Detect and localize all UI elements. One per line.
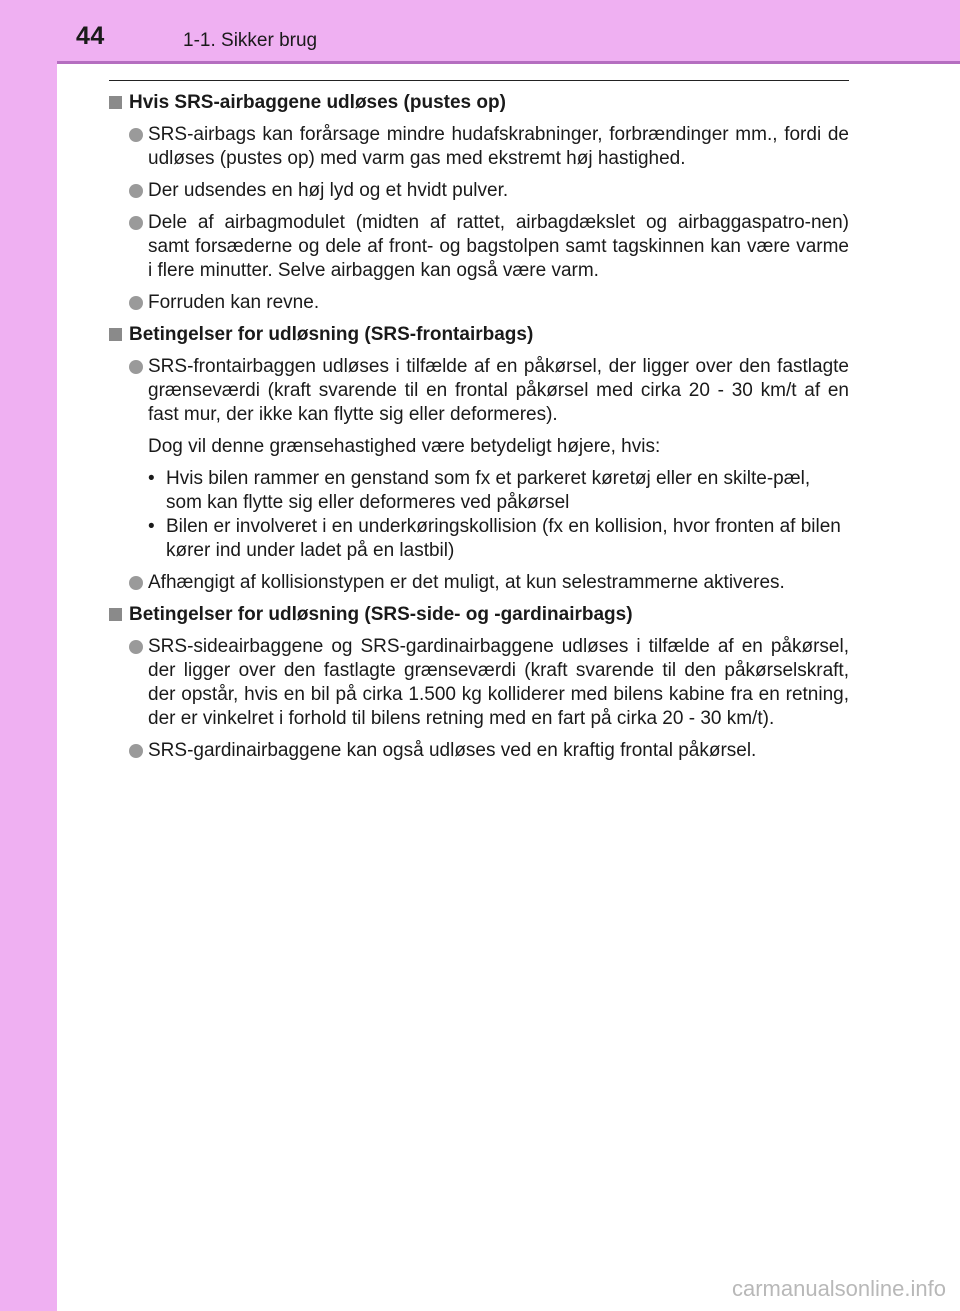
round-bullet-icon bbox=[129, 216, 143, 230]
list-item: SRS-airbags kan forårsage mindre hudafskrabninger, forbrændinger mm., fordi de udløses (pustes op) med varm gas med ekstremt høj hastighed. bbox=[109, 123, 849, 171]
round-bullet-icon bbox=[129, 184, 143, 198]
list-item: Afhængigt af kollisionstypen er det muligt, at kun selestrammerne aktiveres. bbox=[109, 571, 849, 595]
watermark-text: carmanualsonline.info bbox=[731, 1276, 946, 1301]
list-item: SRS-sideairbaggene og SRS-gardinairbaggene udløses i tilfælde af en påkørsel, der ligger over den fastlagte grænseværdi (kraft svarende til den påkørselskraft, der opstår, hvis en bil på cirka 1.500 kg kolliderer med bilens kabine fra en retning, der er vinkelret i forhold til bilens retning med en fart på cirka 20 - 30 km/t). bbox=[109, 635, 849, 731]
section-rule bbox=[109, 80, 849, 81]
section-heading: Betingelser for udløsning (SRS-frontairbags) bbox=[109, 323, 849, 347]
section-heading: Hvis SRS-airbaggene udløses (pustes op) bbox=[109, 91, 849, 115]
sub-list-item: • Hvis bilen rammer en genstand som fx et parkeret køretøj eller en skilte-pæl, som kan flytte sig eller deformeres ved påkørsel bbox=[148, 468, 811, 513]
round-bullet-icon bbox=[129, 360, 143, 374]
square-bullet-icon bbox=[109, 96, 122, 109]
list-item: Der udsendes en høj lyd og et hvidt pulver. bbox=[109, 179, 849, 203]
page-number: 44 bbox=[76, 22, 105, 50]
round-bullet-icon bbox=[129, 576, 143, 590]
chapter-title: 1-1. Sikker brug bbox=[183, 30, 318, 51]
bullet-dot: • bbox=[148, 468, 155, 489]
side-color-band bbox=[0, 0, 57, 1311]
header-band bbox=[0, 0, 960, 61]
note-text: Dog vil denne grænsehastighed være betydeligt højere, hvis: bbox=[148, 436, 661, 457]
list-item: SRS-frontairbaggen udløses i tilfælde af en påkørsel, der ligger over den fastlagte grænseværdi (kraft svarende til en frontal påkørsel med cirka 20 - 30 km/t af en fast mur, der ikke kan flytte sig eller deformeres). bbox=[109, 355, 849, 427]
header-divider bbox=[57, 61, 960, 64]
list-item: SRS-gardinairbaggene kan også udløses ved en kraftig frontal påkørsel. bbox=[109, 739, 849, 763]
round-bullet-icon bbox=[129, 128, 143, 142]
round-bullet-icon bbox=[129, 296, 143, 310]
sub-list bbox=[109, 467, 849, 563]
page-content bbox=[109, 91, 849, 771]
section-heading: Betingelser for udløsning (SRS-side- og -gardinairbags) bbox=[109, 603, 849, 627]
square-bullet-icon bbox=[109, 328, 122, 341]
list-item: Forruden kan revne. bbox=[109, 291, 849, 315]
round-bullet-icon bbox=[129, 640, 143, 654]
list-item: Dele af airbagmodulet (midten af rattet, airbagdækslet og airbaggaspatro-nen) samt forsæderne og dele af front- og bagstolpen samt tagskinnen kan være varme i flere minutter. Selve airbaggen kan også være varm. bbox=[109, 211, 849, 283]
square-bullet-icon bbox=[109, 608, 122, 621]
bullet-dot: • bbox=[148, 516, 155, 537]
round-bullet-icon bbox=[129, 744, 143, 758]
sub-list-item: • Bilen er involveret i en underkøringskollision (fx en kollision, hvor fronten af bilen kører ind under ladet på en lastbil) bbox=[148, 516, 841, 561]
